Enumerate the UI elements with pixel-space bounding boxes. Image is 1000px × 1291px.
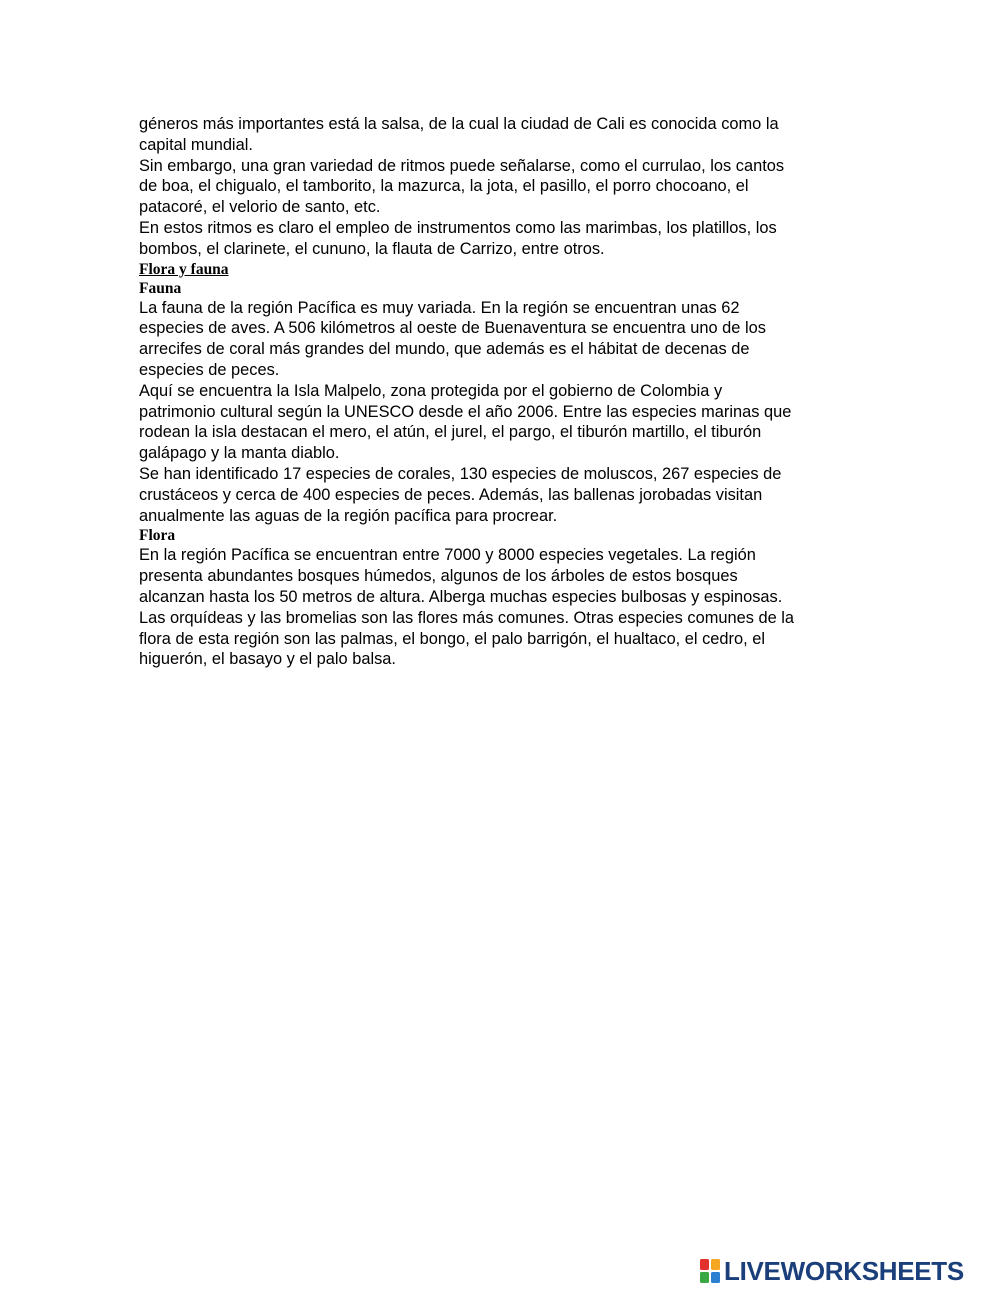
flora-paragraph-1: En la región Pacífica se encuentran entre 7000 y 8000 especies vegetales. La región presenta abundantes bosques húmedos, algunos de los árboles de estos bosques alcanzan hasta los 50 metros de altura. Alberga muchas especies bulbosas y espinosas. Las orquídeas y las bromelias son las flores más comunes. Otras especies comunes de la flora de esta región son las palmas, el bongo, el palo barrigón, el hualtaco, el cedro, el higuerón, el basayo y el palo balsa. [139, 546, 795, 669]
document-body [139, 114, 869, 670]
music-paragraph-3: En estos ritmos es claro el empleo de instrumentos como las marimbas, los platillos, los bombos, el clarinete, el cununo, la flauta de Carrizo, entre otros. [139, 218, 777, 258]
logo-text: LIVEWORKSHEETS [724, 1256, 964, 1286]
music-paragraph-2: Sin embargo, una gran variedad de ritmos puede señalarse, como el currulao, los cantos de boa, el chigualo, el tamborito, la mazurca, la jota, el pasillo, el porro chocoano, el patacoré, el velorio de santo, etc. [139, 156, 785, 217]
fauna-paragraph-3: Se han identificado 17 especies de corales, 130 especies de moluscos, 267 especies de crustáceos y cerca de 400 especies de peces. Además, las ballenas jorobadas visitan anualmente las aguas de la región pacífica para procrear. [139, 464, 782, 525]
liveworksheets-logo [700, 1257, 964, 1285]
fauna-paragraph-2: Aquí se encuentra la Isla Malpelo, zona protegida por el gobierno de Colombia y patrimonio cultural según la UNESCO desde el año 2006. Entre las especies marinas que rodean la isla destacan el mero, el atún, el jurel, el pargo, el tiburón martillo, el tiburón galápago y la manta diablo. [139, 381, 792, 463]
section-heading-flora-fauna: Flora y fauna [139, 260, 229, 278]
fauna-paragraph-1: La fauna de la región Pacífica es muy variada. En la región se encuentran unas 62 especies de aves. A 506 kilómetros al oeste de Buenaventura se encuentra uno de los arrecifes de coral más grandes del mundo, que además es el hábitat de decenas de especies de peces. [139, 298, 766, 379]
liveworksheets-logo-icon [700, 1259, 720, 1283]
music-paragraph-1: géneros más importantes está la salsa, de la cual la ciudad de Cali es conocida como la capital mundial. [139, 115, 779, 154]
subheading-fauna: Fauna [139, 279, 182, 297]
subheading-flora: Flora [139, 527, 176, 545]
